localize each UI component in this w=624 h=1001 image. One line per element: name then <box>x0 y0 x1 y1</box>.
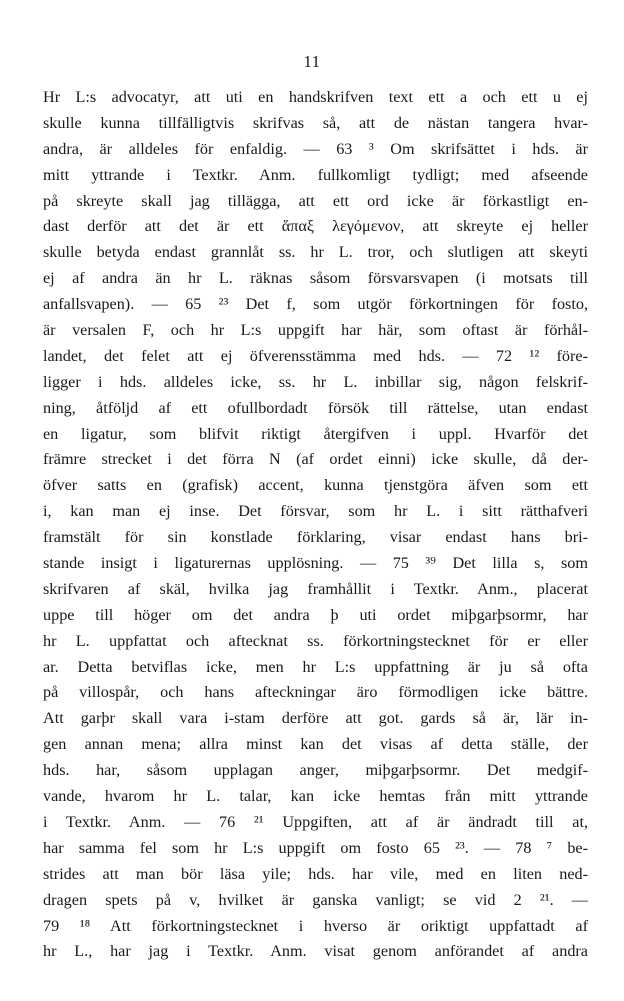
text-line: i, kan man ej inse. Det försvar, som hr L. i sitt rätthafveri <box>43 502 588 521</box>
text-line: andra, är alldeles för enfaldig. — 63 ³ Om skrifsättet i hds. är <box>43 139 588 158</box>
text-line: mitt yttrande i Textkr. Anm. fullkomligt tydligt; med afseende <box>43 165 588 184</box>
text-line: dast derför att det är ett ἅπαξ λεγόμενον, att skreyte ej heller <box>43 217 588 236</box>
text-line: öfver satts en (grafisk) accent, kunna tjenstgöra äfven som ett <box>43 476 588 495</box>
body-text <box>43 85 588 965</box>
text-line: hr L., har jag i Textkr. Anm. visat genom anförandet af andra <box>43 942 588 961</box>
text-line: hds. har, såsom upplagan anger, miþgarþsormr. Det medgif- <box>43 761 588 780</box>
text-line: är versalen F, och hr L:s uppgift har här, som oftast är förhål- <box>43 321 588 340</box>
text-line: Hr L:s advocatyr, att uti en handskrifven text ett a och ett u ej <box>43 88 588 106</box>
text-line: ligger i hds. alldeles icke, ss. hr L. inbillar sig, någon felskrif- <box>43 372 588 391</box>
text-line: uppe till höger om det andra þ uti ordet miþgarþsormr, har <box>43 605 588 624</box>
text-line: hr L. uppfattat och aftecknat ss. förkortningstecknet för er eller <box>43 631 588 650</box>
text-line: har samma fel som hr L:s uppgift om fosto 65 ²³. — 78 ⁷ be- <box>43 838 588 857</box>
page-number: 11 <box>303 52 321 71</box>
text-line: ning, åtföljd af ett ofullbordadt försök till rättelse, utan endast <box>43 398 588 417</box>
text-line: på villospår, och hans afteckningar äro förmodligen icke bättre. <box>43 683 588 702</box>
text-line: skulle betyda endast grannlåt ss. hr L. tror, och slutligen att skeyti <box>43 243 588 262</box>
text-line: 79 ¹⁸ Att förkortningstecknet i hverso är oriktigt uppfattadt af <box>43 916 588 935</box>
text-line: dragen spets på v, hvilket är ganska vanligt; se vid 2 ²¹. — <box>43 890 588 909</box>
text-line: skulle kunna tillfälligtvis skrifvas så, att de nästan tangera hvar- <box>43 113 588 132</box>
text-line: en ligatur, som blifvit riktigt återgifven i uppl. Hvarför det <box>43 424 588 443</box>
text-line: i Textkr. Anm. — 76 ²¹ Uppgiften, att af är ändradt till at, <box>43 812 588 831</box>
text-line: framstält för sin konstlade förklaring, visar endast hans bri- <box>43 528 588 547</box>
text-line: främre strecket i det förra N (af ordet einni) icke skulle, då der- <box>43 450 588 469</box>
text-line: stande insigt i ligaturernas upplösning. — 75 ³⁹ Det lilla s, som <box>43 554 588 573</box>
text-line: anfallsvapen). — 65 ²³ Det f, som utgör förkortningen för fosto, <box>43 295 588 314</box>
text-line: Att garþr skall vara i-stam derföre att got. gards så är, lär in- <box>43 709 588 728</box>
text-line: ej af andra än hr L. räknas såsom försvarsvapen (i motsats till <box>43 269 588 288</box>
text-line: landet, det felet att ej öfverensstämma med hds. — 72 ¹² före- <box>43 346 588 365</box>
text-line: strides att man bör läsa yile; hds. har vile, med en liten ned- <box>43 864 588 883</box>
text-line: på skreyte skall jag tillägga, att ett ord icke är förkastligt en- <box>43 191 588 210</box>
text-line: vande, hvarom hr L. talar, kan icke hemtas från mitt yttrande <box>43 787 588 806</box>
text-line: gen annan mena; allra minst kan det visas af detta ställe, der <box>43 735 588 754</box>
text-line: ar. Detta betviflas icke, men hr L:s uppfattning är ju så ofta <box>43 657 588 676</box>
text-line: skrifvaren af skäl, hvilka jag framhållit i Textkr. Anm., placerat <box>43 579 588 598</box>
